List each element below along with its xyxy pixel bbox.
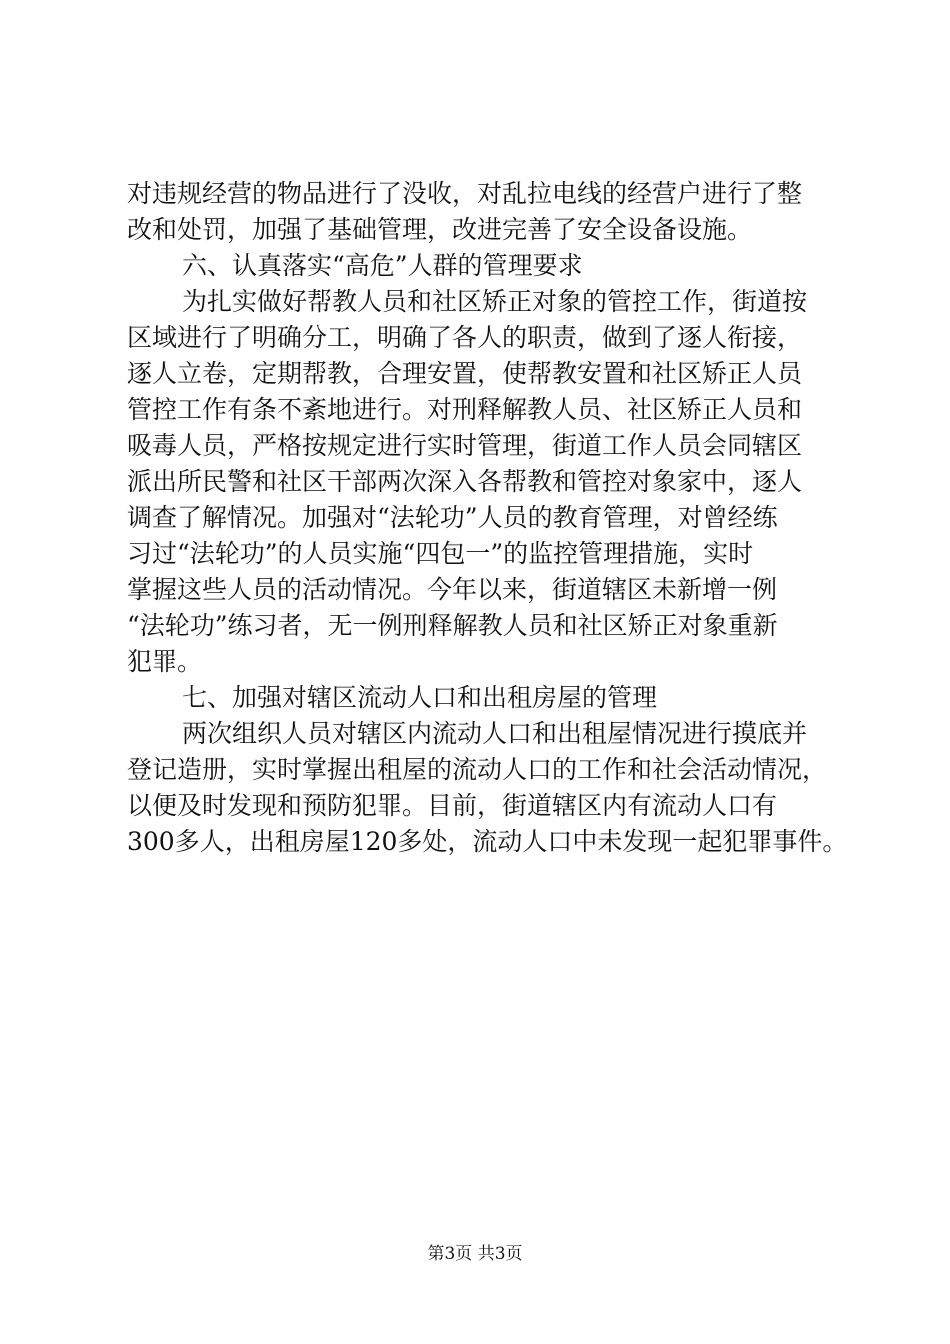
paragraph-line: 逐人立卷，定期帮教，合理安置，使帮教安置和社区矫正人员 — [127, 359, 803, 388]
paragraph-line: 习过“法轮功”的人员实施“四包一”的监控管理措施，实时 — [127, 539, 754, 568]
paragraph-line: 对违规经营的物品进行了没收，对乱拉电线的经营户进行了整 — [127, 179, 803, 208]
paragraph-line: 管控工作有条不紊地进行。对刑释解教人员、社区矫正人员和 — [127, 395, 803, 424]
paragraph-line: 两次组织人员对辖区内流动人口和出租屋情况进行摸底并 — [182, 719, 808, 748]
paragraph-line: 登记造册，实时掌握出租屋的流动人口的工作和社会活动情况， — [127, 755, 828, 784]
paragraph-line: 掌握这些人员的活动情况。今年以来，街道辖区未新增一例 — [127, 575, 778, 604]
paragraph-line: “法轮功”练习者，无一例刑释解教人员和社区矫正对象重新 — [127, 611, 778, 640]
section-heading: 六、认真落实“高危”人群的管理要求 — [182, 251, 583, 280]
paragraph-line: 300多人，出租房屋120多处，流动人口中未发现一起犯罪事件。 — [127, 827, 848, 856]
paragraph-line: 调查了解情况。加强对“法轮功”人员的教育管理，对曾经练 — [127, 503, 778, 532]
paragraph-line: 犯罪。 — [127, 647, 203, 676]
paragraph-line: 改和处罚，加强了基础管理，改进完善了安全设备设施。 — [127, 215, 753, 244]
section-heading: 七、加强对辖区流动人口和出租房屋的管理 — [182, 683, 658, 712]
page-number-footer: 第3页 共3页 — [427, 1244, 523, 1264]
paragraph-line: 以便及时发现和预防犯罪。目前，街道辖区内有流动人口有 — [127, 791, 778, 820]
paragraph-line: 吸毒人员，严格按规定进行实时管理，街道工作人员会同辖区 — [127, 431, 803, 460]
paragraph-line: 派出所民警和社区干部两次深入各帮教和管控对象家中，逐人 — [127, 467, 803, 496]
paragraph-line: 为扎实做好帮教人员和社区矫正对象的管控工作，街道按 — [182, 287, 808, 316]
paragraph-line: 区域进行了明确分工，明确了各人的职责，做到了逐人衔接， — [127, 323, 803, 352]
